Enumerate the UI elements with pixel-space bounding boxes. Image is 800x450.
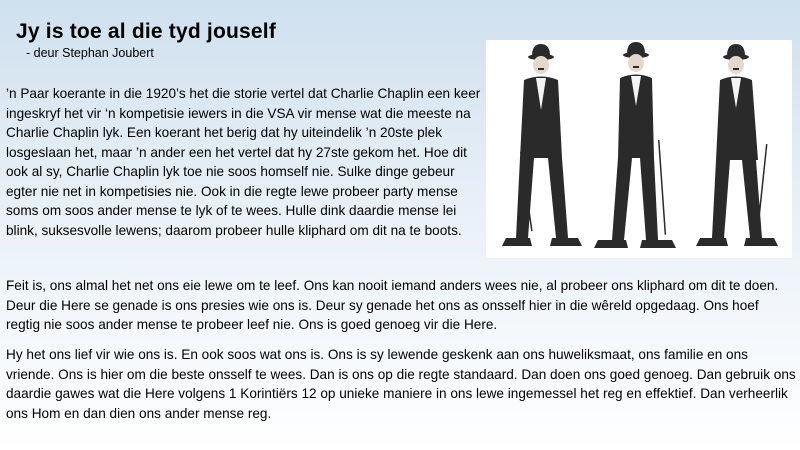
paragraph-intro: ’n Paar koerante in die 1920’s het die storie vertel dat Charlie Chaplin een keer ingeskryf het vir ‘n kompetisie iewers in die VSA vir mense wat die meeste na Charlie Chaplin lyk. Een koerant het berig dat hy uiteindelik ’n 20ste plek losgeslaan het, maar ’n ander een het vertel dat hy 27ste gekom het. Hoe dit ook al sy, Charlie Chaplin lyk toe nie soos homself nie. Sulke dinge gebeur egter nie net in kompetisies nie. Ook in die regte lewe probeer party mense soms om soos ander mense te lyk of te wees. Hulle dink daardie mense lei blink, suksesvolle lewens; daarom probeer hulle kliphard om dit na te boots. <box>6 86 481 238</box>
paragraph-hy-het: Hy het ons lief vir wie ons is. En ook soos wat ons is. Ons is sy lewende geskenk aan ons huweliksmaat, ons familie en ons vriende. Ons is hier om die beste onsself te wees. Dan is ons op die regte standaard. Dan doen ons goed genoeg. Dan gebruik ons daardie gawes wat die Here volgens 1 Korintiërs 12 op unieke maniere in ons lewe ingemessel het reg en effektief. Dan verheerlik ons Hom en dan dien ons ander mense reg. <box>6 347 796 421</box>
chaplin-figures-icon <box>486 40 792 258</box>
chaplin-figure-right <box>696 44 778 246</box>
author-byline: - deur Stephan Joubert <box>26 46 154 60</box>
chaplin-figure-center <box>594 42 676 248</box>
charlie-chaplin-image <box>486 40 792 258</box>
chaplin-figure-left <box>502 44 582 246</box>
paragraph-feit: Feit is, ons almal het net ons eie lewe om te leef. Ons kan nooit iemand anders wees nie, al probeer ons kliphard om dit te doen. Deur die Here se genade is ons presies wie ons is. Deur sy genade het ons as onsself hier in die wêreld opgedaag. Ons hoef regtig nie soos ander mense te probeer leef nie. Ons is goed genoeg vir die Here. <box>6 278 779 332</box>
page-title: Jy is toe al die tyd jouself <box>16 20 277 43</box>
